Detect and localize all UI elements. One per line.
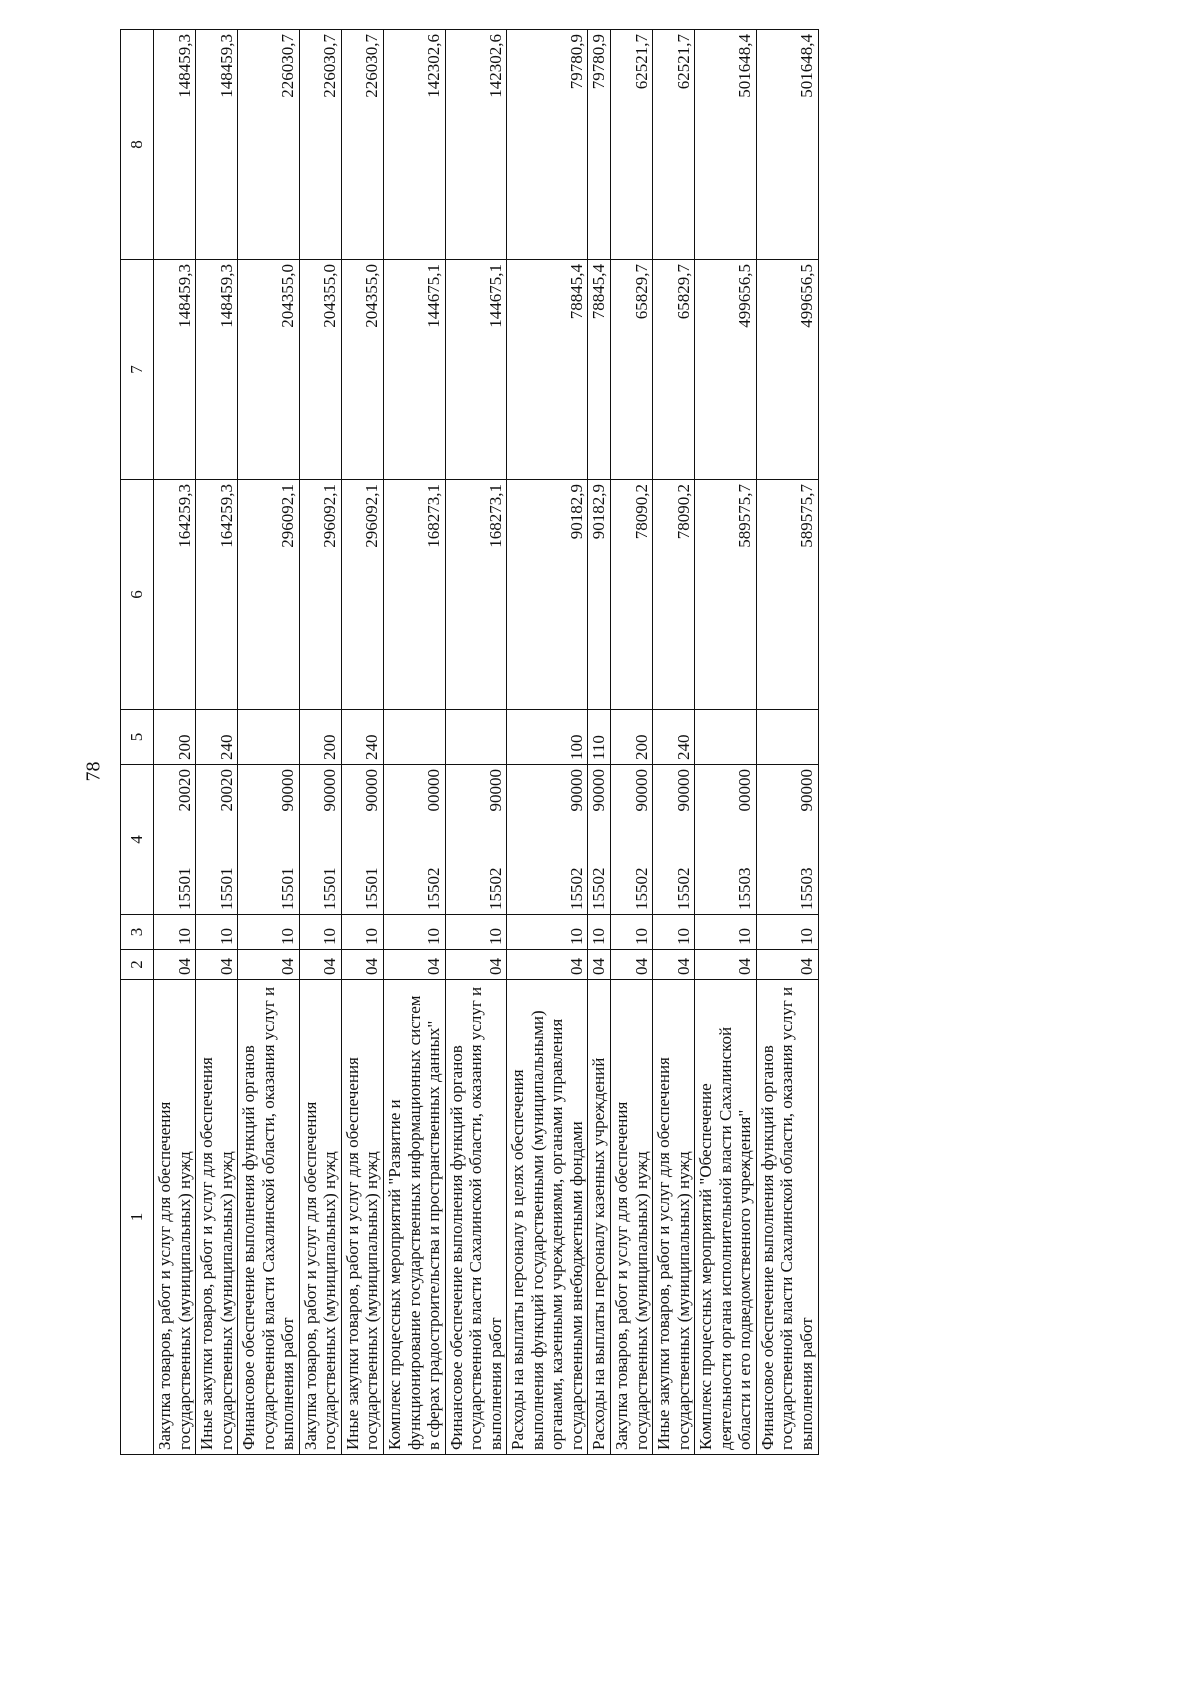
row-expense-type xyxy=(238,710,300,765)
row-amount-year-2: 499656,5 xyxy=(695,260,757,480)
row-expense-type xyxy=(384,710,446,765)
row-target-article-program: 15501 xyxy=(216,867,236,910)
row-expense-type: 200 xyxy=(154,710,196,765)
row-target-article-direction: 90000 xyxy=(566,769,586,812)
row-amount-year-3: 79780,9 xyxy=(507,30,588,260)
row-expense-type: 200 xyxy=(611,710,653,765)
row-target-article-program: 15502 xyxy=(566,867,586,910)
row-amount-year-1: 78090,2 xyxy=(611,480,653,710)
page-number: 78 xyxy=(82,761,105,782)
row-amount-year-3: 226030,7 xyxy=(341,30,383,260)
table-row xyxy=(196,30,238,1455)
row-target-article xyxy=(238,765,300,915)
row-amount-year-3: 501648,4 xyxy=(695,30,757,260)
header-col-3: 3 xyxy=(121,915,154,950)
table-row xyxy=(299,30,341,1455)
row-section: 04 xyxy=(756,950,818,980)
row-expense-type: 200 xyxy=(299,710,341,765)
table-row xyxy=(341,30,383,1455)
row-name: Иные закупки товаров, работ и услуг для обеспечения государственных (муниципальных) нужд xyxy=(653,980,695,1455)
header-col-7: 7 xyxy=(121,260,154,480)
row-target-article-program: 15501 xyxy=(174,867,194,910)
row-section: 04 xyxy=(154,950,196,980)
row-subsection: 10 xyxy=(756,915,818,950)
row-target-article-program: 15503 xyxy=(735,867,755,910)
row-name: Расходы на выплаты персоналу казенных учреждений xyxy=(588,980,611,1455)
header-col-5: 5 xyxy=(121,710,154,765)
row-target-article-direction: 00000 xyxy=(735,769,755,812)
row-target-article xyxy=(384,765,446,915)
row-amount-year-3: 62521,7 xyxy=(653,30,695,260)
row-name: Иные закупки товаров, работ и услуг для обеспечения государственных (муниципальных) нужд xyxy=(341,980,383,1455)
row-target-article-program: 15503 xyxy=(796,867,816,910)
row-target-article-program: 15501 xyxy=(320,867,340,910)
row-name: Иные закупки товаров, работ и услуг для обеспечения государственных (муниципальных) нужд xyxy=(196,980,238,1455)
row-subsection: 10 xyxy=(611,915,653,950)
table-row xyxy=(154,30,196,1455)
row-amount-year-2: 499656,5 xyxy=(756,260,818,480)
row-target-article xyxy=(695,765,757,915)
row-amount-year-2: 78845,4 xyxy=(507,260,588,480)
row-target-article-direction: 90000 xyxy=(320,769,340,812)
row-amount-year-1: 168273,1 xyxy=(384,480,446,710)
row-target-article-program: 15502 xyxy=(424,867,444,910)
table-row xyxy=(756,30,818,1455)
row-target-article-program: 15501 xyxy=(278,867,298,910)
row-amount-year-2: 78845,4 xyxy=(588,260,611,480)
row-target-article-direction: 90000 xyxy=(362,769,382,812)
row-amount-year-3: 62521,7 xyxy=(611,30,653,260)
row-target-article-direction: 90000 xyxy=(673,769,693,812)
row-target-article xyxy=(588,765,611,915)
row-target-article xyxy=(611,765,653,915)
row-amount-year-3: 226030,7 xyxy=(299,30,341,260)
row-target-article-direction: 90000 xyxy=(796,769,816,812)
row-section: 04 xyxy=(445,950,507,980)
row-name: Закупка товаров, работ и услуг для обеспечения государственных (муниципальных) нужд xyxy=(299,980,341,1455)
row-amount-year-3: 79780,9 xyxy=(588,30,611,260)
budget-table xyxy=(120,29,819,1455)
header-col-6: 6 xyxy=(121,480,154,710)
row-amount-year-2: 204355,0 xyxy=(299,260,341,480)
row-name: Финансовое обеспечение выполнения функций органов государственной власти Сахалинской области, оказания услуг и выполнения работ xyxy=(445,980,507,1455)
row-amount-year-2: 65829,7 xyxy=(611,260,653,480)
row-target-article-direction: 90000 xyxy=(278,769,298,812)
row-target-article-program: 15502 xyxy=(631,867,651,910)
row-subsection: 10 xyxy=(154,915,196,950)
table-row xyxy=(611,30,653,1455)
row-section: 04 xyxy=(507,950,588,980)
row-section: 04 xyxy=(341,950,383,980)
row-expense-type: 240 xyxy=(196,710,238,765)
row-target-article-program: 15502 xyxy=(673,867,693,910)
table-row xyxy=(695,30,757,1455)
row-subsection: 10 xyxy=(196,915,238,950)
row-target-article-program: 15502 xyxy=(485,867,505,910)
row-subsection: 10 xyxy=(238,915,300,950)
row-target-article-direction: 20020 xyxy=(174,769,194,812)
row-amount-year-1: 296092,1 xyxy=(238,480,300,710)
row-subsection: 10 xyxy=(445,915,507,950)
row-amount-year-1: 296092,1 xyxy=(341,480,383,710)
row-section: 04 xyxy=(588,950,611,980)
row-target-article xyxy=(299,765,341,915)
row-target-article xyxy=(445,765,507,915)
table-row xyxy=(588,30,611,1455)
row-section: 04 xyxy=(611,950,653,980)
header-col-2: 2 xyxy=(121,950,154,980)
row-target-article-direction: 90000 xyxy=(631,769,651,812)
row-expense-type: 110 xyxy=(588,710,611,765)
row-amount-year-2: 204355,0 xyxy=(238,260,300,480)
row-target-article-direction: 00000 xyxy=(424,769,444,812)
row-amount-year-3: 142302,6 xyxy=(445,30,507,260)
row-name: Закупка товаров, работ и услуг для обеспечения государственных (муниципальных) нужд xyxy=(154,980,196,1455)
row-target-article xyxy=(756,765,818,915)
row-amount-year-3: 226030,7 xyxy=(238,30,300,260)
row-amount-year-3: 148459,3 xyxy=(196,30,238,260)
row-subsection: 10 xyxy=(653,915,695,950)
row-subsection: 10 xyxy=(695,915,757,950)
row-section: 04 xyxy=(196,950,238,980)
row-target-article-program: 15501 xyxy=(362,867,382,910)
header-col-8: 8 xyxy=(121,30,154,260)
row-section: 04 xyxy=(384,950,446,980)
row-expense-type xyxy=(756,710,818,765)
row-amount-year-3: 148459,3 xyxy=(154,30,196,260)
table-body xyxy=(154,30,819,1455)
table-row xyxy=(384,30,446,1455)
row-name: Комплекс процессных мероприятий "Обеспечение деятельности органа исполнительной власти Сахалинской области и его подведомственного учреждения" xyxy=(695,980,757,1455)
row-expense-type: 240 xyxy=(341,710,383,765)
table-row xyxy=(653,30,695,1455)
table-row xyxy=(507,30,588,1455)
row-amount-year-2: 148459,3 xyxy=(196,260,238,480)
row-target-article xyxy=(341,765,383,915)
row-amount-year-1: 164259,3 xyxy=(196,480,238,710)
row-amount-year-3: 142302,6 xyxy=(384,30,446,260)
table-row xyxy=(445,30,507,1455)
row-expense-type xyxy=(445,710,507,765)
header-col-1: 1 xyxy=(121,980,154,1455)
row-subsection: 10 xyxy=(588,915,611,950)
row-name: Комплекс процессных мероприятий "Развитие и функционирование государственных информационных систем в сферах градостроительства и пространственных данных" xyxy=(384,980,446,1455)
row-expense-type: 100 xyxy=(507,710,588,765)
row-amount-year-1: 164259,3 xyxy=(154,480,196,710)
row-name: Расходы на выплаты персоналу в целях обеспечения выполнения функций государственными (муниципальными) органами, казенными учреждениями, органами управления государственными внебюджетными фондами xyxy=(507,980,588,1455)
row-name: Финансовое обеспечение выполнения функций органов государственной власти Сахалинской области, оказания услуг и выполнения работ xyxy=(238,980,300,1455)
row-amount-year-3: 501648,4 xyxy=(756,30,818,260)
table-header-row xyxy=(121,30,154,1455)
row-section: 04 xyxy=(299,950,341,980)
row-target-article-direction: 90000 xyxy=(589,769,609,812)
header-col-4: 4 xyxy=(121,765,154,915)
row-subsection: 10 xyxy=(507,915,588,950)
row-name: Закупка товаров, работ и услуг для обеспечения государственных (муниципальных) нужд xyxy=(611,980,653,1455)
row-amount-year-2: 144675,1 xyxy=(384,260,446,480)
row-subsection: 10 xyxy=(299,915,341,950)
row-amount-year-1: 78090,2 xyxy=(653,480,695,710)
row-amount-year-1: 589575,7 xyxy=(695,480,757,710)
row-target-article-direction: 20020 xyxy=(216,769,236,812)
row-subsection: 10 xyxy=(384,915,446,950)
row-amount-year-2: 144675,1 xyxy=(445,260,507,480)
row-target-article-direction: 90000 xyxy=(485,769,505,812)
row-target-article xyxy=(507,765,588,915)
row-amount-year-1: 90182,9 xyxy=(588,480,611,710)
row-amount-year-1: 90182,9 xyxy=(507,480,588,710)
rotated-page-content xyxy=(120,30,1060,1455)
table-row xyxy=(238,30,300,1455)
row-amount-year-2: 204355,0 xyxy=(341,260,383,480)
row-section: 04 xyxy=(653,950,695,980)
row-section: 04 xyxy=(695,950,757,980)
row-target-article xyxy=(196,765,238,915)
row-expense-type: 240 xyxy=(653,710,695,765)
row-amount-year-1: 168273,1 xyxy=(445,480,507,710)
row-expense-type xyxy=(695,710,757,765)
row-target-article xyxy=(653,765,695,915)
row-amount-year-2: 148459,3 xyxy=(154,260,196,480)
row-target-article-program: 15502 xyxy=(589,867,609,910)
row-amount-year-2: 65829,7 xyxy=(653,260,695,480)
row-amount-year-1: 589575,7 xyxy=(756,480,818,710)
row-target-article xyxy=(154,765,196,915)
row-amount-year-1: 296092,1 xyxy=(299,480,341,710)
row-subsection: 10 xyxy=(341,915,383,950)
row-section: 04 xyxy=(238,950,300,980)
row-name: Финансовое обеспечение выполнения функций органов государственной власти Сахалинской области, оказания услуг и выполнения работ xyxy=(756,980,818,1455)
